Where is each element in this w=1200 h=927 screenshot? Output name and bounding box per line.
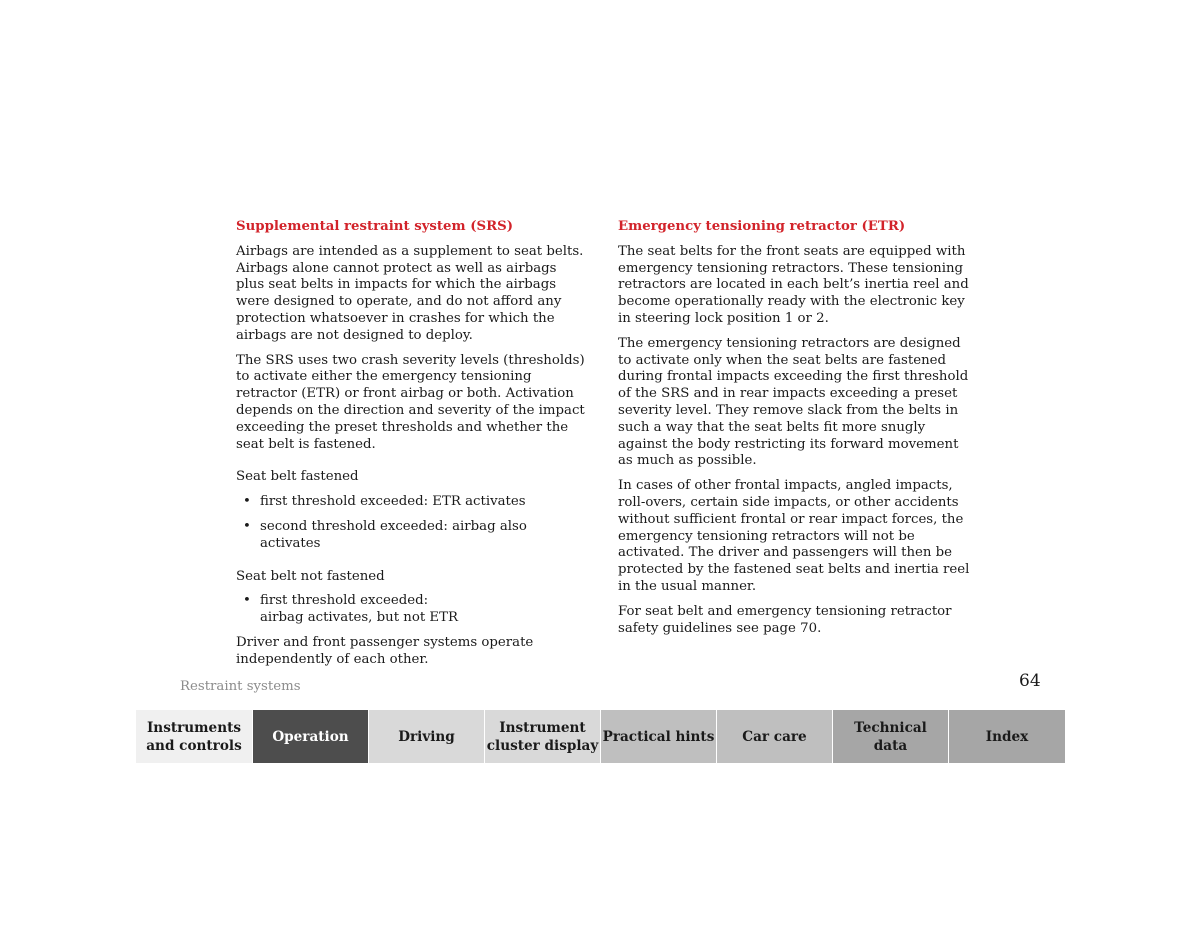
srs-paragraph-2: The SRS uses two crash severity levels (thresholds) to activate either the emergency tensioning retractor (ETR) or front airbag or both. Activation depends on the direction and severity of the impact exceeding the preset thresholds and whether the seat belt is fastened. — [236, 352, 585, 452]
nav-tab-operation[interactable]: Operation — [253, 710, 369, 763]
nav-tab-driving[interactable]: Driving — [369, 710, 485, 763]
list-item: • first threshold exceeded: ETR activates — [243, 494, 526, 510]
srs-paragraph-1: Airbags are intended as a supplement to seat belts. Airbags alone cannot protect as well as airbags plus seat belts in impacts for which the airbags were designed to operate, and do not afford any protection whatsoever in crashes for which the airbags are not designed to deploy. — [236, 243, 584, 343]
etr-paragraph-2: The emergency tensioning retractors are designed to activate only when the seat belts are fastened during frontal impacts exceeding the first threshold of the SRS and in rear impacts exceeding a preset severity level. They remove slack from the belts in such a way that the seat belts fit more snugly against the body restricting its forward movement as much as possible. — [618, 335, 969, 469]
etr-paragraph-1: The seat belts for the front seats are equipped with emergency tensioning retractors. These tensioning retractors are located in each belt’s inertia reel and become operationally ready with the electronic key in steering lock position 1 or 2. — [618, 243, 969, 326]
bullet-icon: • — [243, 593, 251, 609]
fastened-list — [236, 494, 588, 552]
etr-paragraph-4: For seat belt and emergency tensioning retractor safety guidelines see page 70. — [618, 603, 952, 636]
bullet-icon: • — [243, 494, 251, 510]
right-column — [618, 219, 970, 645]
list-item: • first threshold exceeded: airbag activates, but not ETR — [243, 593, 458, 626]
fastened-label: Seat belt fastened — [236, 469, 359, 485]
nav-tab-index[interactable]: Index — [949, 710, 1065, 763]
nav-tab-car-care[interactable]: Car care — [717, 710, 833, 763]
etr-paragraph-3: In cases of other frontal impacts, angled impacts, roll-overs, certain side impacts, or other accidents without sufficient frontal or rear impact forces, the emergency tensioning retractors will not be activated. The driver and passengers will then be protected by the fastened seat belts and inertia reel in the usual manner. — [618, 478, 970, 594]
etr-heading: Emergency tensioning retractor (ETR) — [618, 219, 906, 234]
chapter-nav — [136, 710, 1065, 763]
list-item: • second threshold exceeded: airbag also activates — [243, 518, 527, 551]
not-fastened-list — [236, 593, 588, 627]
srs-heading: Supplemental restraint system (SRS) — [236, 219, 514, 234]
nav-tab-instruments-and-controls[interactable]: Instruments and controls — [136, 710, 253, 763]
nav-tab-practical-hints[interactable]: Practical hints — [601, 710, 717, 763]
left-column — [236, 219, 588, 677]
page-number: 64 — [1019, 671, 1041, 691]
bullet-icon: • — [243, 518, 251, 534]
not-fastened-label: Seat belt not fastened — [236, 568, 385, 584]
nav-tab-instrument-cluster-display[interactable]: Instrument cluster display — [485, 710, 601, 763]
nav-tab-technical-data[interactable]: Technical data — [833, 710, 949, 763]
srs-paragraph-3: Driver and front passenger systems operate independently of each other. — [236, 634, 534, 667]
section-label: Restraint systems — [180, 679, 301, 694]
